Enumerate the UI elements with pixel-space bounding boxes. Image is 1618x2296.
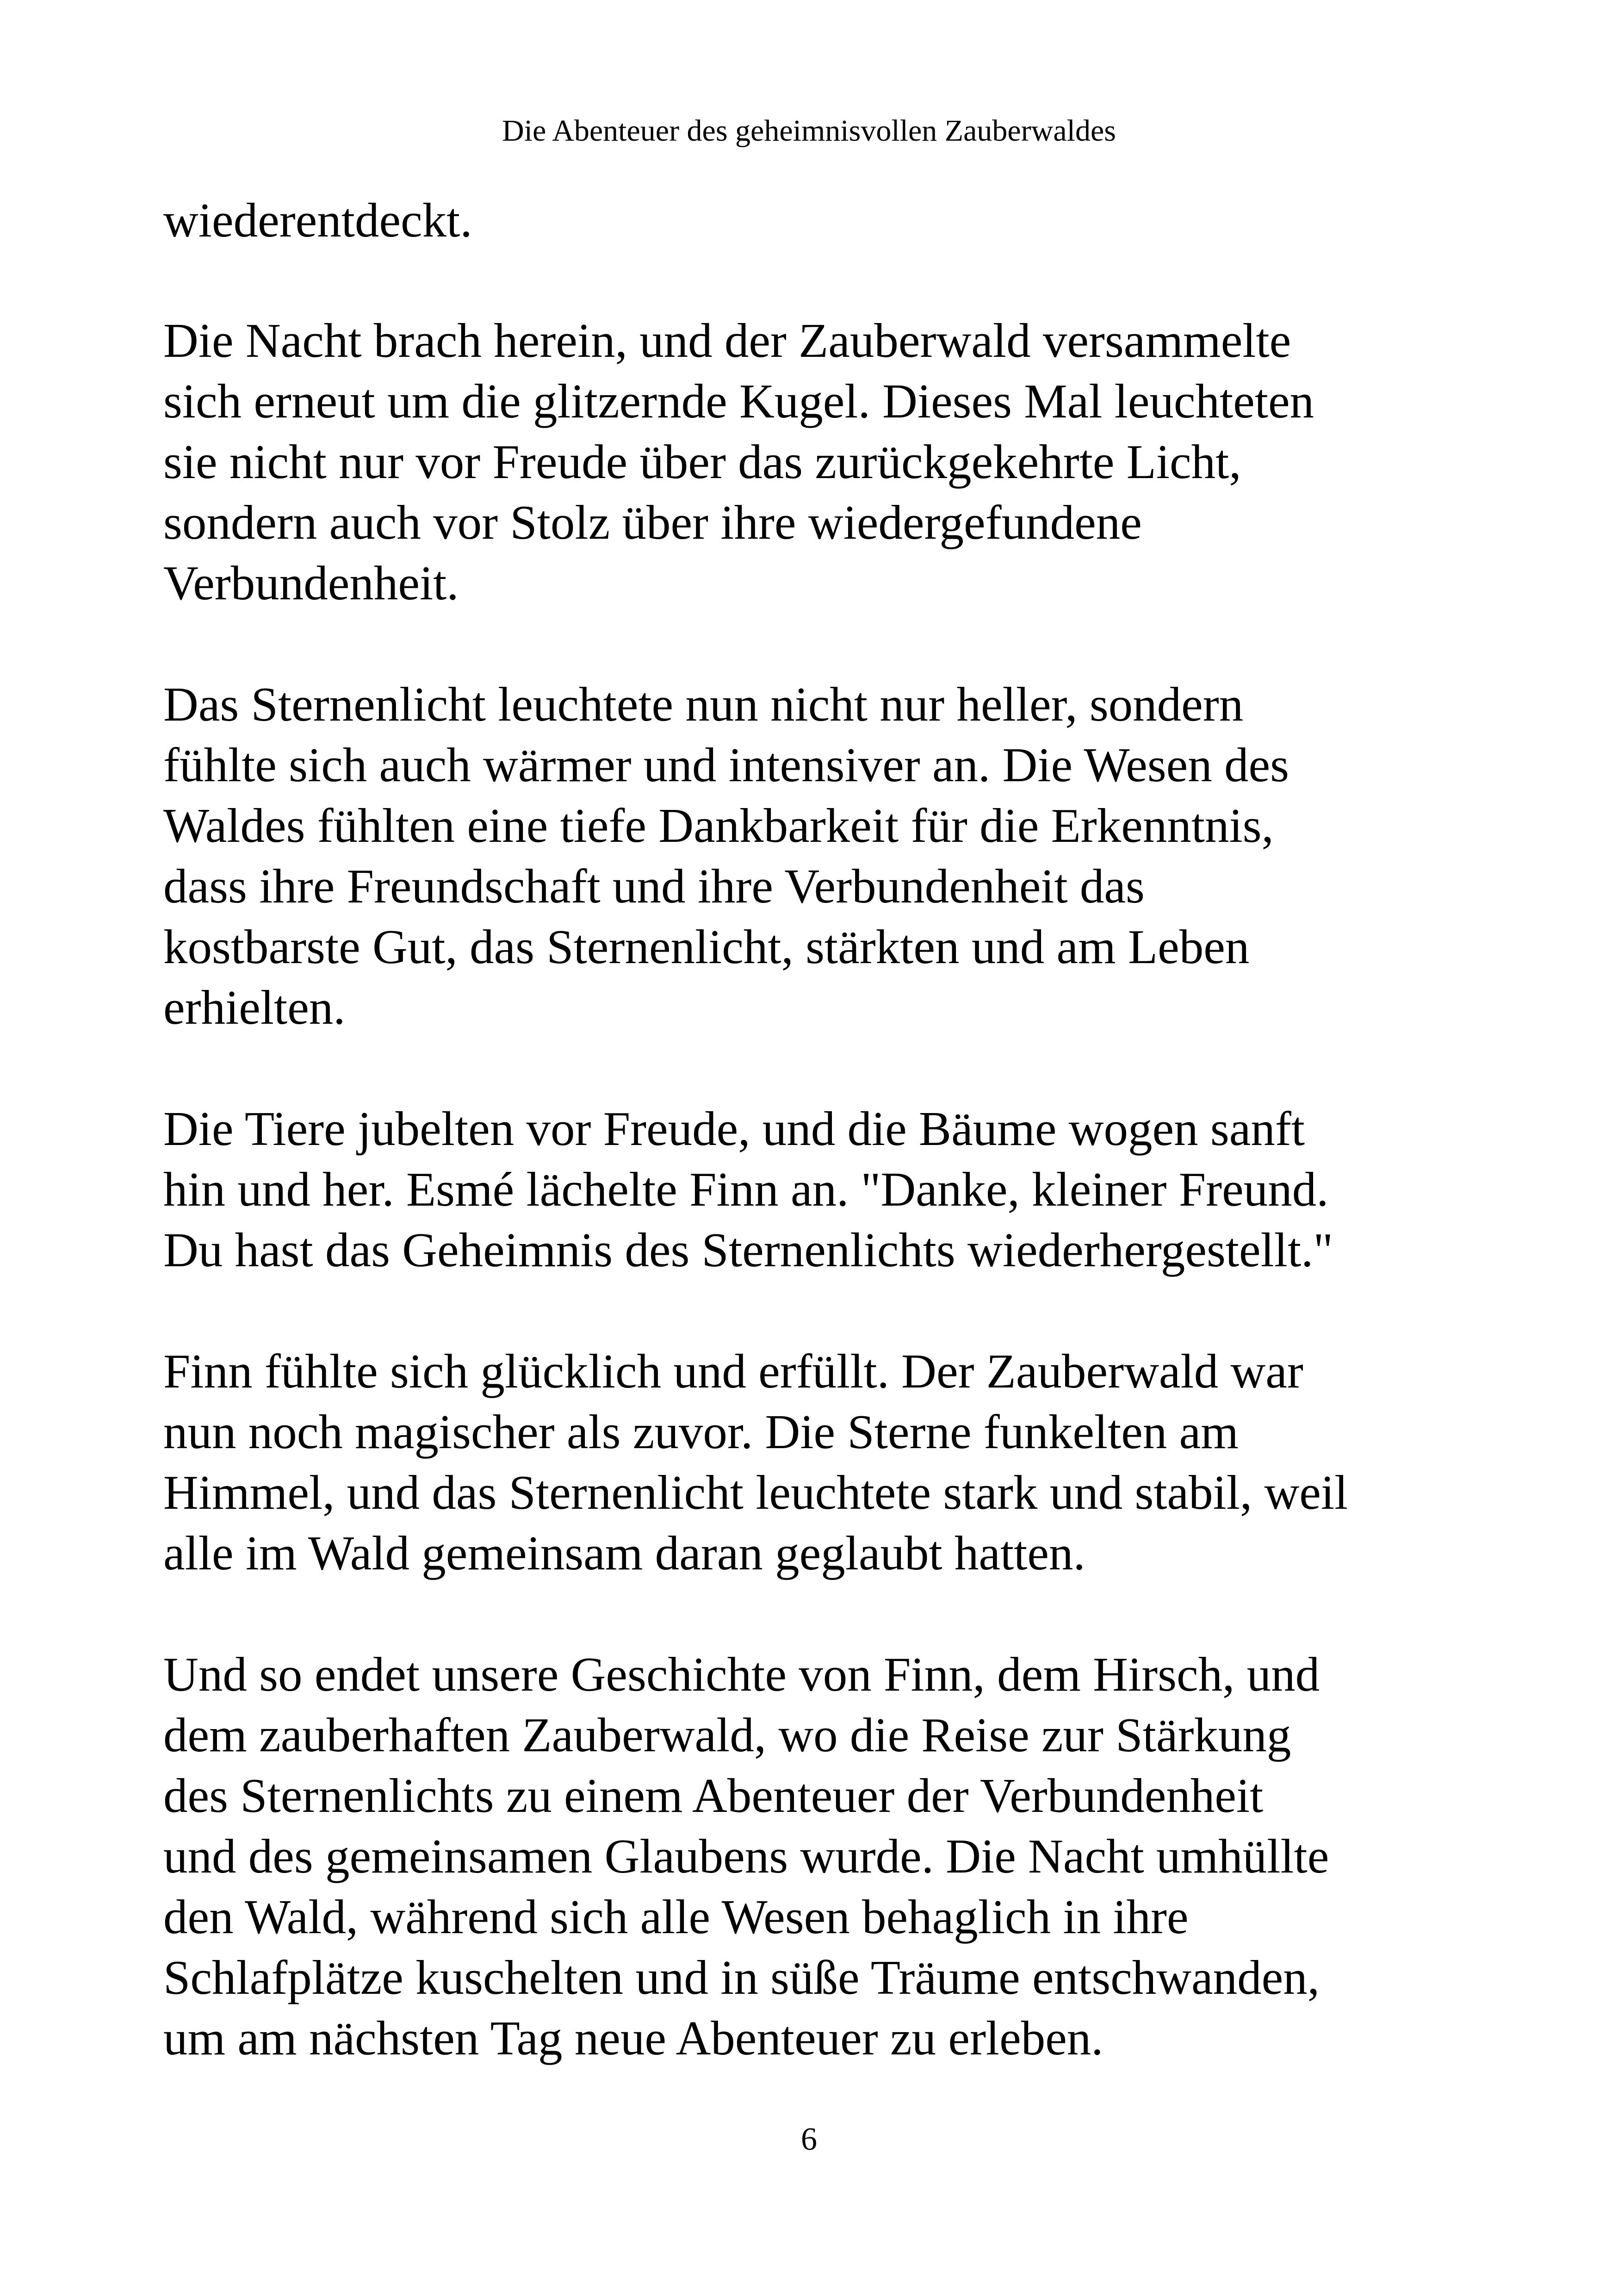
text-line: des Sternenlichts zu einem Abenteuer der Verbundenheit [163, 1768, 1264, 1823]
text-line: kostbarste Gut, das Sternenlicht, stärkten und am Leben [163, 920, 1250, 974]
text-line: Schlafplätze kuschelten und in süße Träume entschwanden, [163, 1950, 1320, 2004]
paragraph-4 [163, 1098, 1454, 1280]
text-line: hin und her. Esmé lächelte Finn an. "Danke, kleiner Freund. [163, 1162, 1329, 1216]
text-line: um am nächsten Tag neue Abenteuer zu erleben. [163, 2011, 1103, 2065]
text-line: Waldes fühlten eine tiefe Dankbarkeit für die Erkenntnis, [163, 798, 1274, 852]
paragraph-2 [163, 310, 1454, 613]
text-line: Das Sternenlicht leuchtete nun nicht nur heller, sondern [163, 677, 1244, 731]
text-line: Die Tiere jubelten vor Freude, und die Bäume wogen sanft [163, 1101, 1305, 1156]
text-line: nun noch magischer als zuvor. Die Sterne funkelten am [163, 1405, 1239, 1459]
text-line: Und so endet unsere Geschichte von Finn, dem Hirsch, und [163, 1647, 1320, 1701]
text-line: Himmel, und das Sternenlicht leuchtete stark und stabil, weil [163, 1465, 1348, 1519]
text-line: und des gemeinsamen Glaubens wurde. Die Nacht umhüllte [163, 1829, 1329, 1883]
text-line: dem zauberhaften Zauberwald, wo die Reise zur Stärkung [163, 1708, 1291, 1762]
paragraph-1 [163, 190, 1454, 250]
body-text [163, 190, 1454, 2129]
text-line: wiederentdeckt. [163, 193, 472, 247]
text-line: den Wald, während sich alle Wesen behaglich in ihre [163, 1890, 1189, 1944]
text-line: sie nicht nur vor Freude über das zurückgekehrte Licht, [163, 435, 1241, 489]
text-line: Finn fühlte sich glücklich und erfüllt. Der Zauberwald war [163, 1344, 1303, 1398]
text-line: Du hast das Geheimnis des Sternenlichts wiederhergestellt." [163, 1223, 1333, 1277]
running-header: Die Abenteuer des geheimnisvollen Zauberwaldes [502, 114, 1116, 148]
text-line: sich erneut um die glitzernde Kugel. Dieses Mal leuchteten [163, 374, 1314, 428]
text-line: alle im Wald gemeinsam daran geglaubt hatten. [163, 1526, 1085, 1580]
text-line: sondern auch vor Stolz über ihre wiedergefundene [163, 495, 1142, 549]
text-line: fühlte sich auch wärmer und intensiver an. Die Wesen des [163, 738, 1289, 792]
paragraph-5 [163, 1341, 1454, 1583]
text-line: Verbundenheit. [163, 556, 459, 610]
paragraph-3 [163, 674, 1454, 1038]
text-line: erhielten. [163, 980, 346, 1034]
text-line: dass ihre Freundschaft und ihre Verbundenheit das [163, 859, 1145, 913]
paragraph-6 [163, 1644, 1454, 2068]
page-number: 6 [801, 2122, 817, 2157]
text-line: Die Nacht brach herein, und der Zauberwald versammelte [163, 313, 1291, 367]
